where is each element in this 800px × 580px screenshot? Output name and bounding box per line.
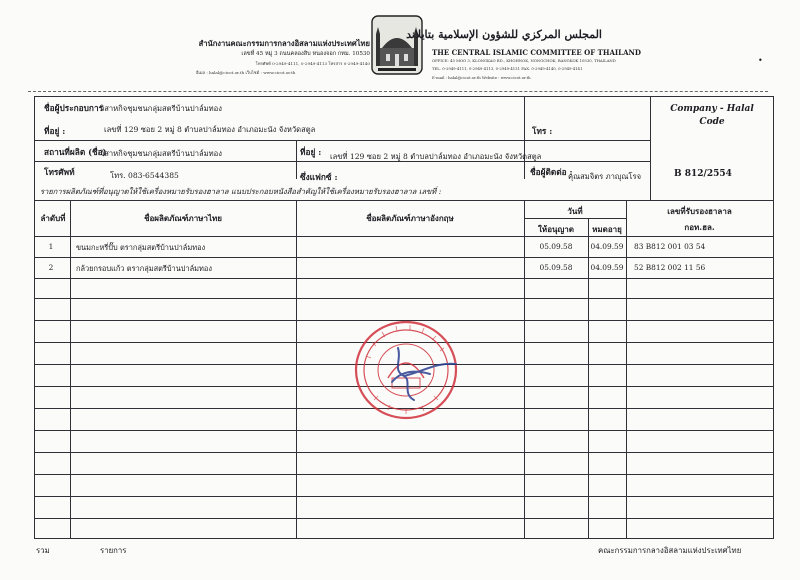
letterhead-english-contact: E-mail : halal@cicot.or.th Website : www.cicot.or.th	[432, 75, 531, 80]
operator-label: ชื่อผู้ประกอบการ	[44, 103, 104, 113]
row-expires: 04.09.59	[590, 263, 624, 272]
letterhead-english-phone: TEL. 0-2949-4111, 0-2949-4113, 0-2949-4131 FAX. 0-2949-4140, 0-2949-4141	[432, 66, 583, 71]
telephone-value: โทร. 083-6544385	[110, 171, 179, 180]
col-header-cert-no: เลขที่รับรองฮาลาล	[667, 206, 732, 216]
address-label: ที่อยู่ :	[44, 126, 66, 136]
footer-issuer: คณะกรรมการกลางอิสลามแห่งประเทศไทย	[598, 546, 742, 555]
row-no: 1	[48, 242, 54, 251]
footer-total-label: รวม	[36, 546, 50, 555]
letterhead-arabic-title: المجلس المركزي للشؤون الإسلامية بتايلاند	[406, 28, 602, 41]
row-no: 2	[48, 263, 54, 272]
col-header-cert-no-2: กอท.ฮล.	[684, 222, 715, 232]
phone-label: โทร :	[532, 126, 553, 136]
official-seal-icon	[352, 318, 460, 422]
letterhead-thai-contact: อีเมล : halal@cicot.or.th เว็บไซต์ : www.cicot.or.th	[196, 70, 296, 75]
company-halal-code-title-2: Code	[699, 117, 725, 127]
contact-value: คุณสมจิตร ภาญุณโรจ	[568, 172, 642, 181]
letterhead-thai-title: สำนักงานคณะกรรมการกลางอิสลามแห่งประเทศไทย	[198, 39, 370, 48]
premise-address-label: ที่อยู่ :	[300, 147, 322, 157]
letterhead-thai-address: เลขที่ 45 หมู่ 3 ถนนคลองสิบ หนองจอก กทม. 10530	[241, 51, 370, 57]
company-halal-code-title: Company - Halal	[670, 104, 754, 114]
letterhead-english-title: THE CENTRAL ISLAMIC COMMITTEE OF THAILAND	[432, 48, 642, 57]
list-caption: รายการผลิตภัณฑ์ที่อนุญาตให้ใช้เครื่องหมายรับรองฮาลาล แนบประกอบหนังสือสำคัญให้ใช้เครื่องหมายรับรองฮาลาล เลขที่ :	[40, 187, 442, 196]
address-value: เลขที่ 129 ซอย 2 หมู่ 8 ตำบลปาล์มทอง อำเภอมะนัง จังหวัดสตูล	[104, 125, 316, 134]
col-header-english-name: ชื่อผลิตภัณฑ์ภาษาอังกฤษ	[366, 213, 454, 223]
col-header-no: ลำดับที่	[40, 213, 66, 223]
col-header-thai-name: ชื่อผลิตภัณฑ์ภาษาไทย	[144, 213, 222, 223]
row-cert-no: 52 B812 002 11 56	[634, 263, 706, 272]
edge-mark: •	[758, 56, 763, 65]
row-issued: 05.09.58	[539, 242, 573, 251]
premise-value: วิสาหกิจชุมชนกลุ่มสตรีบ้านปาล์มทอง	[100, 149, 222, 158]
row-thai-name: ขนมกะหรี่ปั๊บ ตรากลุ่มสตรีบ้านปาล์มทอง	[76, 243, 206, 252]
col-header-date-group: วันที่	[567, 206, 583, 216]
letterhead-thai-phone: โทรศัพท์ 0-2949-4111, 0-2949-4113 โทรสาร 0-2949-4140	[255, 61, 370, 66]
fax-label: ซึ่งแฟกซ์ :	[300, 172, 338, 182]
row-cert-no: 83 B812 001 03 54	[634, 242, 706, 251]
letterhead-divider	[28, 91, 768, 92]
row-issued: 05.09.58	[539, 263, 573, 272]
row-thai-name: กล้วยกรอบแก้ว ตรากลุ่มสตรีบ้านปาล์มทอง	[76, 264, 212, 273]
footer-items-label: รายการ	[100, 546, 127, 555]
operator-value: วิสาหกิจชุมชนกลุ่มสตรีบ้านปาล์มทอง	[100, 104, 222, 113]
contact-label: ชื่อผู้ติดต่อ :	[530, 167, 573, 177]
col-header-expires: หมดอายุ	[592, 224, 622, 234]
telephone-label: โทรศัพท์	[44, 167, 75, 177]
company-halal-code: B 812/2554	[674, 169, 732, 179]
premise-address-value: เลขที่ 129 ซอย 2 หมู่ 8 ตำบลปาล์มทอง อำเภอมะนัง จังหวัดสตูล	[330, 152, 542, 161]
letterhead-english-address: OFFICE: 45 MOO 3, KLONGKAO RD., KHOHNOK, NONGCHOK, BANGKOK 10530, THAILAND	[432, 58, 616, 63]
mosque-emblem-icon	[370, 14, 424, 76]
row-expires: 04.09.59	[590, 242, 624, 251]
premise-label: สถานที่ผลิต (ชื่อ)	[44, 147, 107, 157]
col-header-issued: ให้อนุญาต	[538, 224, 574, 234]
